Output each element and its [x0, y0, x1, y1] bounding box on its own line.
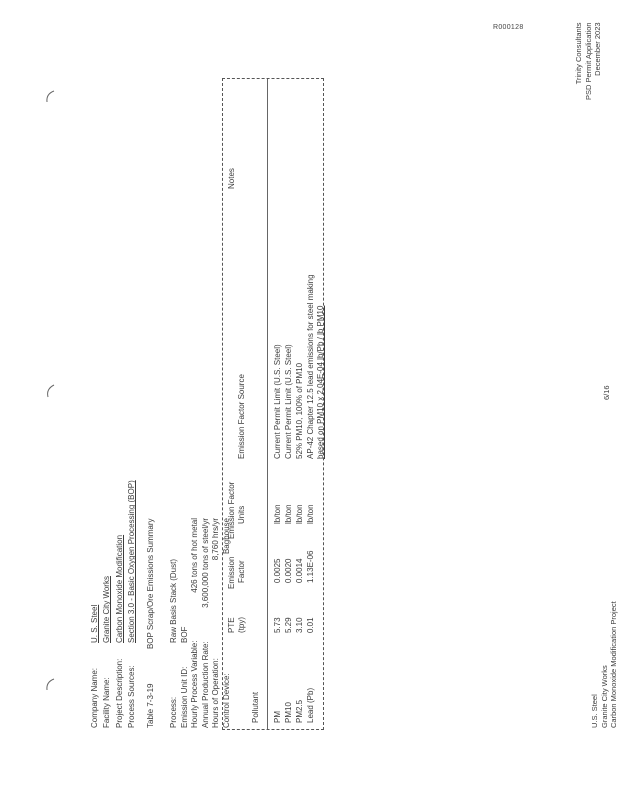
cell-source: Current Permit Limit (U.S. Steel) [284, 344, 293, 459]
header-ef-units-2: Units [237, 505, 246, 524]
param-label: Emission Unit ID: [179, 666, 189, 728]
cell-pollutant: PM2.5 [295, 699, 304, 723]
source-note: based on PM10 x 2.04E-04 lb/Pb / lb PM10 [316, 305, 325, 459]
param-value: Raw Basis Stack (Dust) [169, 558, 178, 643]
cell-source: Current Permit Limit (U.S. Steel) [273, 344, 282, 459]
param-value: 3,600,000 tons of steel/yr [200, 518, 210, 608]
cell-pte: 3.10 [295, 617, 304, 633]
rotated-page [62, 20, 618, 740]
cell-pte: 5.29 [284, 617, 293, 633]
cell-ef: 1.13E-06 [306, 550, 315, 583]
page-number: 6/16 [602, 385, 611, 400]
param-label: Annual Production Rate: [200, 641, 210, 728]
param-value: 426 tons of hot metal [190, 518, 200, 593]
info-value: Granite City Works [102, 576, 112, 643]
header-ef-units: Emission Factor [227, 481, 236, 539]
footer-line: December 2023 [593, 22, 602, 76]
param-label: Hourly Process Variable: [190, 640, 200, 728]
emissions-table [222, 78, 324, 730]
document-id: R000128 [493, 24, 524, 31]
cell-efu: lb/ton [284, 504, 293, 524]
punch-hole-mark [44, 678, 56, 692]
header-rule [267, 79, 268, 729]
table-caption: BOP Scrap/Ore Emissions Summary [146, 518, 155, 650]
header-emission-factor: Emission [227, 556, 236, 589]
cell-efu: lb/ton [306, 504, 315, 524]
param-label: Control Device: [221, 673, 231, 728]
footer-line: Granite City Works [599, 665, 609, 728]
cell-efu: lb/ton [295, 504, 304, 524]
header-pte: PTE [227, 617, 236, 633]
cell-pollutant: PM [273, 711, 282, 723]
header-emission-factor-2: Factor [237, 560, 246, 583]
cell-pte: 5.73 [273, 617, 282, 633]
table-title [146, 518, 156, 728]
info-value: U. S. Steel [90, 604, 99, 643]
cell-source: AP-42 Chapter 12.5 lead emissions for steel making [306, 274, 315, 459]
cell-ef: 0.0020 [284, 558, 293, 583]
param-value: 8,760 hrs/yr [211, 518, 221, 561]
footer-line: Trinity Consultants [574, 22, 583, 85]
cell-pte: 0.01 [306, 617, 315, 633]
info-label: Process Sources: [127, 665, 137, 728]
info-label: Company Name: [90, 667, 99, 728]
footer-line: Carbon Monoxide Modification Project [609, 601, 618, 728]
cell-pollutant: PM10 [284, 702, 293, 723]
info-value: Carbon Monoxide Modification [114, 534, 124, 643]
footer-line: PSD Permit Application [583, 22, 593, 100]
header-notes: Notes [227, 168, 236, 189]
cell-pollutant: Lead (Pb) [306, 687, 315, 723]
param-label: Hours of Operation: [211, 658, 221, 728]
header-ef-source: Emission Factor Source [237, 374, 246, 459]
cell-ef: 0.0025 [273, 558, 282, 583]
cell-ef: 0.0014 [295, 558, 304, 583]
param-value: Baghouse [221, 518, 231, 555]
punch-hole-mark [44, 90, 56, 104]
cell-efu: lb/ton [273, 504, 282, 524]
table-number: Table 7-3-19 [146, 683, 155, 728]
param-value: BOF [179, 626, 189, 643]
info-label: Project Description: [114, 658, 124, 728]
info-label: Facility Name: [102, 677, 112, 728]
footer-left [590, 601, 618, 728]
header-pollutant: Pollutant [251, 691, 260, 723]
param-label: Process: [169, 696, 178, 728]
info-value: Section 3.0 - Basic Oxygen Processing (BOP) [127, 480, 137, 643]
footer-right [574, 22, 603, 100]
cell-source: 52% PM10, 100% of PM10 [295, 362, 304, 459]
footer-line: U.S. Steel [590, 694, 599, 728]
header-pte-units: (tpy) [237, 617, 246, 633]
punch-hole-mark [44, 384, 56, 398]
